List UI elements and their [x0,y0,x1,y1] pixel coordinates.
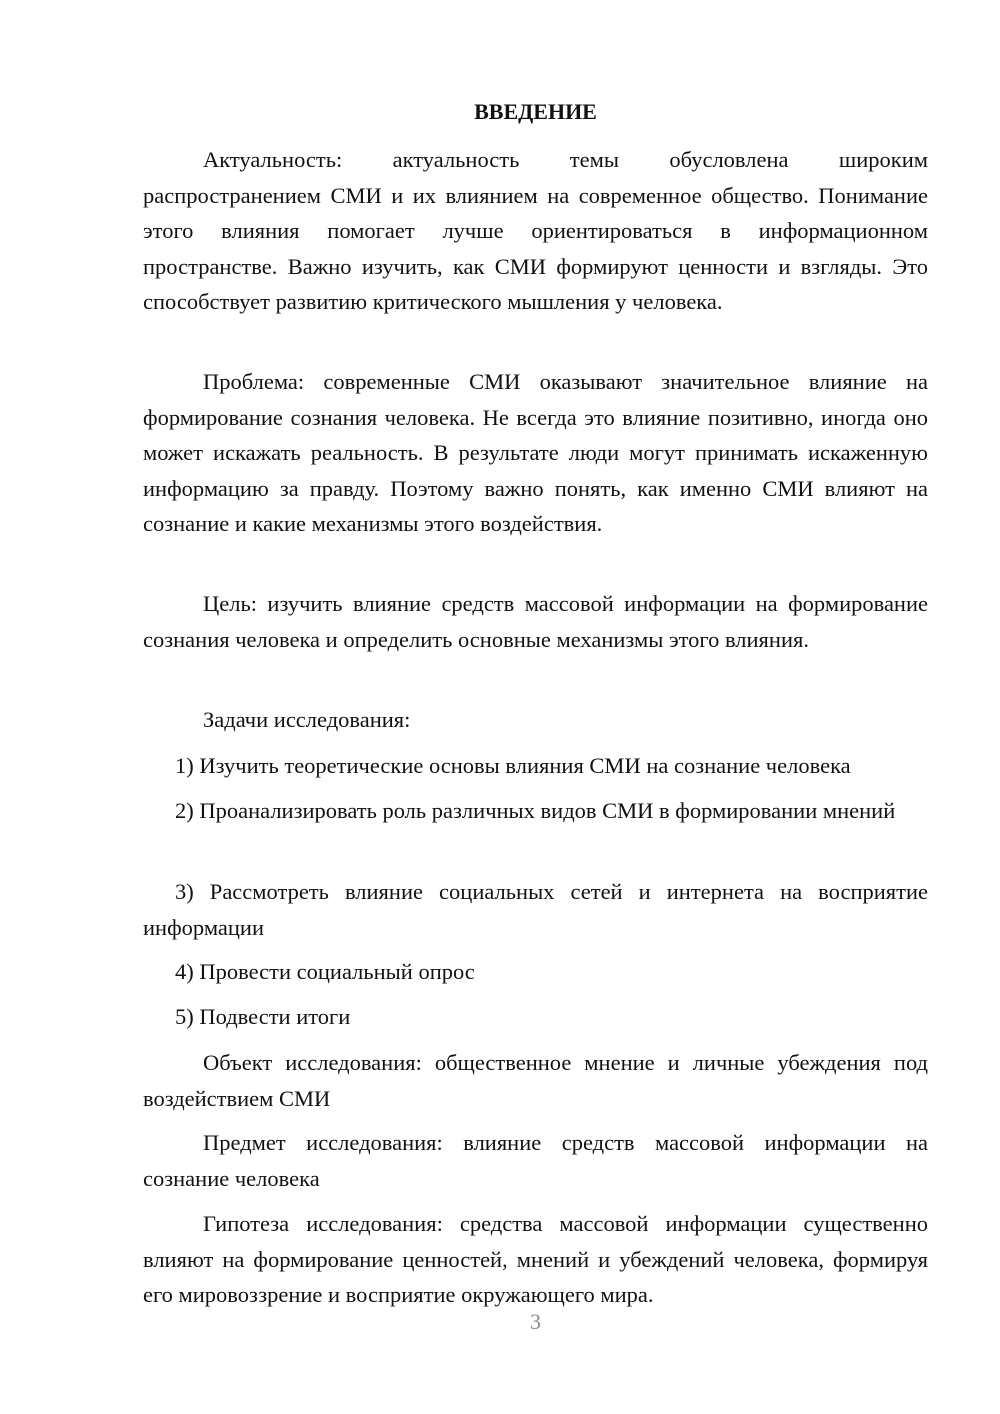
task-item-4: 4) Провести социальный опрос [175,959,475,984]
task-item-1: 1) Изучить теоретические основы влияния СМИ на сознание человека [175,753,851,778]
paragraph-object: Объект исследования: общественное мнение и личные убеждения под воздействием СМИ [143,1050,928,1111]
paragraph-hypothesis: Гипотеза исследования: средства массовой информации существенно влияют на формирование ценностей, мнений и убеждений человека, формируя его мировоззрение и восприятие окружающего мира. [143,1211,928,1307]
task-item-5: 5) Подвести итоги [175,1004,351,1029]
tasks-heading: Задачи исследования: [203,707,411,732]
page-number: 3 [530,1309,541,1334]
paragraph-problem: Проблема: современные СМИ оказывают значительное влияние на формирование сознания человека. Не всегда это влияние позитивно, иногда оно может искажать реальность. В результате люди могут принимать искаженную информацию за правду. Поэтому важно понять, как именно СМИ влияют на сознание и какие механизмы этого воздействия. [143,369,928,536]
paragraph-relevance: Актуальность: актуальность темы обусловлена широким распространением СМИ и их влиянием на современное общество. Понимание этого влияния помогает лучше ориентироваться в информационном пространстве. Важно изучить, как СМИ формируют ценности и взгляды. Это способствует развитию критического мышления у человека. [143,147,928,314]
task-item-2: 2) Проанализировать роль различных видов СМИ в формировании мнений [175,798,896,823]
paragraph-subject: Предмет исследования: влияние средств массовой информации на сознание человека [143,1130,928,1191]
paragraph-goal: Цель: изучить влияние средств массовой информации на формирование сознания человека и определить основные механизмы этого влияния. [143,591,928,652]
task-item-3: 3) Рассмотреть влияние социальных сетей и интернета на восприятие информации [143,879,928,940]
page-title: ВВЕДЕНИЕ [474,99,597,124]
